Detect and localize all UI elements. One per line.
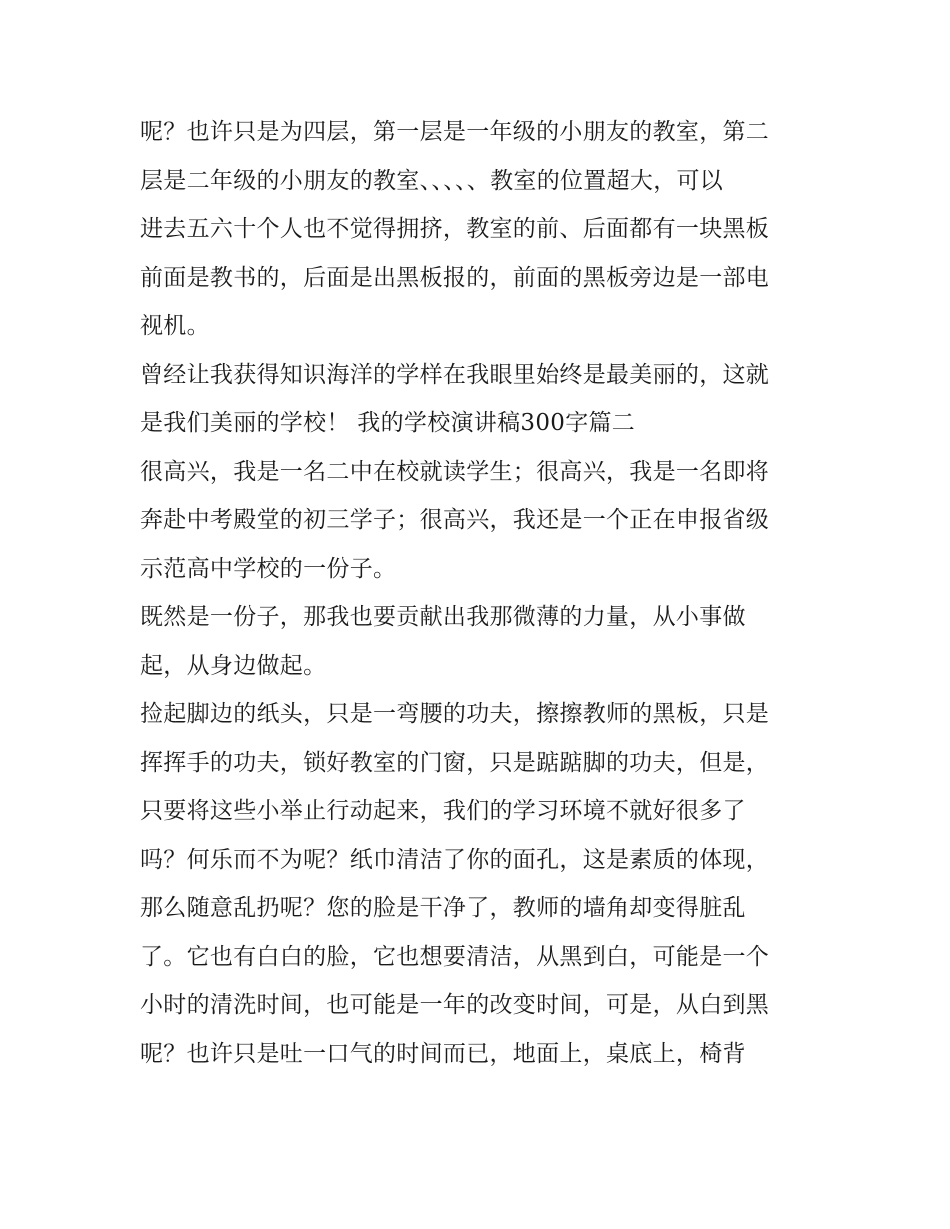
text-line: 呢？也许只是为四层，第一层是一年级的小朋友的教室，第二 [140, 119, 770, 145]
text-line: 起，从身边做起。 [140, 652, 327, 679]
text-line: 曾经让我获得知识海洋的学样在我眼里始终是最美丽的，这就 [140, 361, 770, 388]
text-line: 捡起脚边的纸头，只是一弯腰的功夫，擦擦教师的黑板，只是 [140, 701, 770, 727]
text-line: 很高兴，我是一名二中在校就读学生；很高兴，我是一名即将 [140, 458, 770, 485]
text-line: 既然是一份子，那我也要贡献出我那微薄的力量，从小事做 [140, 604, 746, 630]
text-line: 视机。 [140, 313, 210, 339]
text-line: 只要将这些小举止行动起来，我们的学习环境不就好很多了 [140, 798, 746, 824]
text-line: 了。它也有白白的脸，它也想要清洁，从黑到白，可能是一个 [140, 943, 770, 970]
text-line: 挥挥手的功夫，锁好教室的门窗，只是踮踮脚的功夫，但是， [140, 749, 770, 776]
text-line: 层是二年级的小朋友的教室、、、、、教室的位置超大，可以 [140, 167, 724, 194]
body-text [140, 108, 830, 1078]
text-line: 吗？何乐而不为呢？纸巾清洁了你的面孔，这是素质的体现， [140, 846, 770, 873]
text-line: 那么随意乱扔呢？您的脸是干净了，教师的墙角却变得脏乱 [140, 895, 746, 921]
text-line: 奔赴中考殿堂的初三学子；很高兴，我还是一个正在申报省级 [140, 507, 770, 533]
text-line: 是我们美丽的学校！ 我的学校演讲稿300字篇二 [140, 410, 636, 436]
text-line: 呢？也许只是吐一口气的时间而已，地面上，桌底上，椅背 [140, 1040, 746, 1067]
text-line: 进去五六十个人也不觉得拥挤，教室的前、后面都有一块黑板 [140, 216, 770, 242]
text-line: 示范高中学校的一份子。 [140, 555, 397, 582]
text-line: 前面是教书的，后面是出黑板报的，前面的黑板旁边是一部电 [140, 264, 770, 291]
text-line: 小时的清洗时间，也可能是一年的改变时间，可是，从白到黑 [140, 992, 770, 1018]
